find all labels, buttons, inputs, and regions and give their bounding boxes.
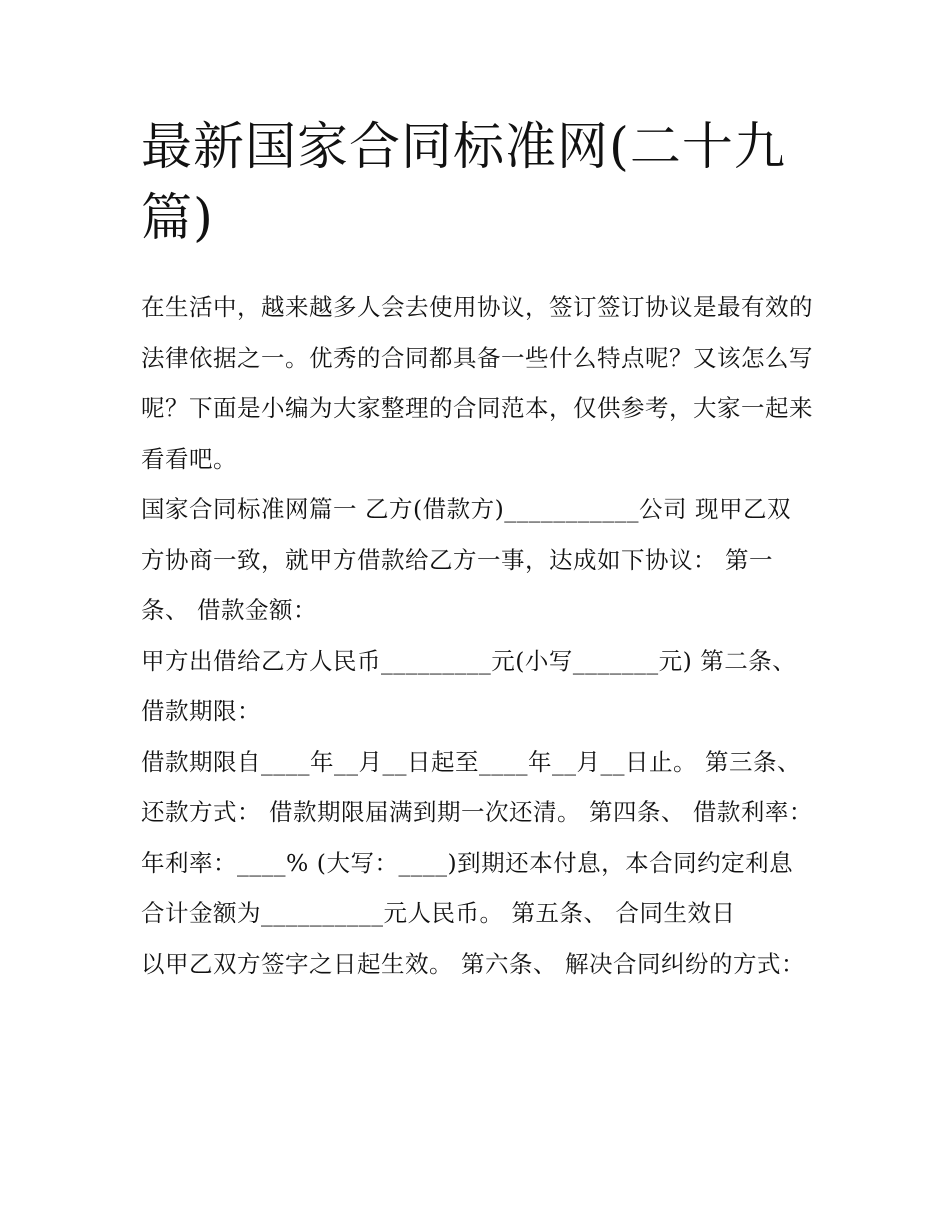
- contract-preamble-paragraph: 国家合同标准网篇一 乙方(借款方)___________公司 现甲乙双方协商一致，就甲方借款给乙方一事，达成如下协议： 第一条、 借款金额：: [141, 495, 792, 624]
- interest-rate-paragraph: 年利率：____% (大写：____)到期还本付息，本合同约定利息合计金额为__________元人民币。 第五条、 合同生效日: [141, 848, 794, 927]
- document-title: 最新国家合同标准网(二十九篇): [141, 118, 786, 248]
- loan-amount-paragraph: 甲方出借给乙方人民币_________元(小写_______元) 第二条、 借款期限：: [141, 646, 805, 725]
- document-body: [141, 112, 813, 989]
- effective-date-paragraph: 以甲乙双方签字之日起生效。 第六条、 解决合同纠纷的方式：: [141, 949, 805, 978]
- intro-paragraph: 在生活中，越来越多人会去使用协议，签订签订协议是最有效的法律依据之一。优秀的合同都具备一些什么特点呢？又该怎么写呢？下面是小编为大家整理的合同范本，仅供参考，大家一起来看看吧。: [141, 293, 813, 473]
- loan-term-paragraph: 借款期限自____年__月__日起至____年__月__日止。 第三条、 还款方式： 借款期限届满到期一次还清。 第四条、 借款利率：: [141, 747, 813, 826]
